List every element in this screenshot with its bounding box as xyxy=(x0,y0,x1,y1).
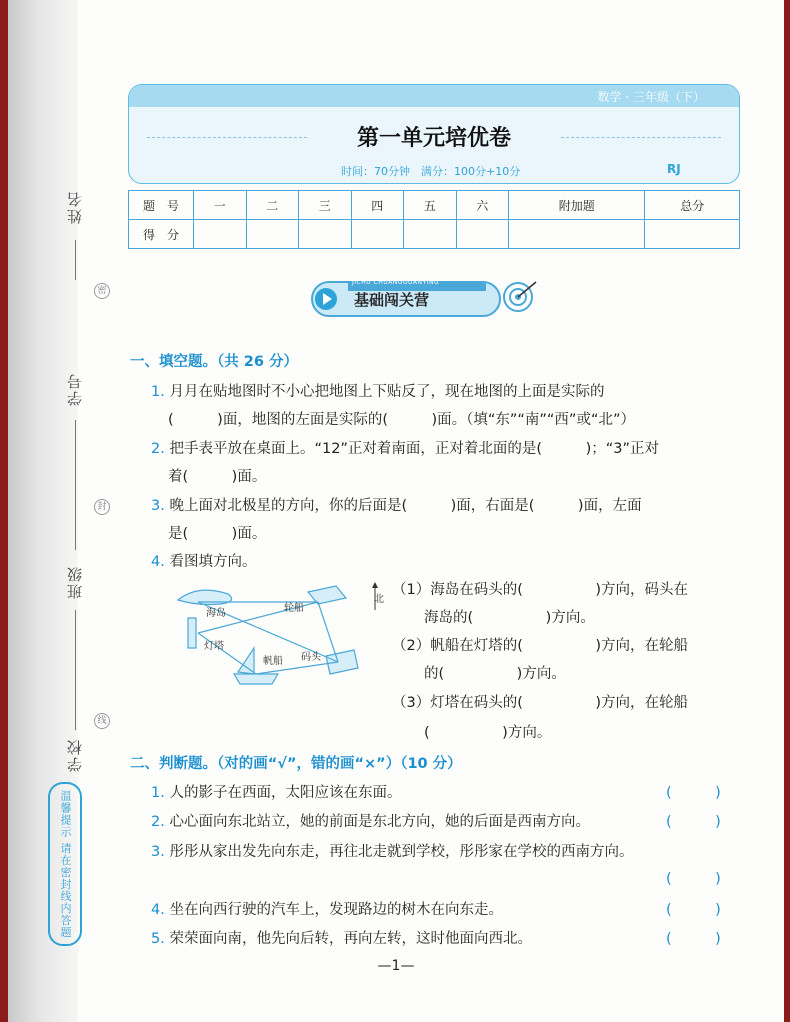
question-3 xyxy=(151,494,642,515)
direction-map xyxy=(168,578,368,693)
subject-grade: 数学 · 三年级（下） xyxy=(597,90,705,104)
score-cell: 一 xyxy=(194,191,247,220)
question-number: 2. xyxy=(151,441,165,457)
score-cell: 题 号 xyxy=(129,191,194,220)
score-input[interactable] xyxy=(299,220,352,249)
score-input[interactable] xyxy=(404,220,457,249)
answer-paren[interactable]: ( ) xyxy=(666,931,721,947)
question-text: 人的影子在西面，太阳应该在东面。 xyxy=(169,785,402,801)
reminder-tip: 温馨提示 请在密封线内答题 xyxy=(48,782,82,946)
map-label-lighthouse: 灯塔 xyxy=(204,641,224,652)
seal-mi: 密 xyxy=(94,283,110,299)
banner-pinyin: JICHU CHUANGGUANYING xyxy=(352,279,440,286)
judge-item-2 xyxy=(151,810,590,831)
score-input[interactable] xyxy=(246,220,299,249)
question-text: 彤彤从家出发先向东走，再往北走就到学校，彤彤家在学校的西南方向。 xyxy=(169,844,634,860)
school-label: 学校 xyxy=(66,738,84,772)
answer-paren[interactable]: ( ) xyxy=(666,902,721,918)
question-text: 荣荣面向南，他先向后转，再向左转，这时他面向西北。 xyxy=(169,931,532,947)
section1-title: 一、填空题。（共 26 分） xyxy=(130,354,299,370)
question-number: 3. xyxy=(151,844,165,860)
score-cell: 六 xyxy=(456,191,509,220)
question-text: 月月在贴地图时不小心把地图上下贴反了，现在地图的上面是实际的 xyxy=(169,384,605,400)
question-3-line2[interactable]: 是( )面。 xyxy=(168,526,267,542)
score-input-row[interactable] xyxy=(129,220,740,249)
question-text: 坐在向西行驶的汽车上，发现路边的树木在向东走。 xyxy=(169,902,503,918)
section2-title: 二、判断题。（对的画“√”，错的画“×”）（10 分） xyxy=(130,756,462,772)
score-cell: 四 xyxy=(351,191,404,220)
question-4 xyxy=(151,550,256,571)
page-title: 第一单元培优卷 xyxy=(356,125,511,151)
map-label-island: 海岛 xyxy=(206,608,226,619)
judge-item-5 xyxy=(151,927,532,948)
name-line xyxy=(75,240,76,280)
question-number: 4. xyxy=(151,902,165,918)
score-cell: 二 xyxy=(246,191,299,220)
dock-shape xyxy=(326,650,358,674)
score-input[interactable] xyxy=(645,220,740,249)
score-cell: 五 xyxy=(404,191,457,220)
north-label: 北 xyxy=(374,594,384,605)
lighthouse-shape xyxy=(188,618,196,648)
answer-paren[interactable]: ( ) xyxy=(666,814,721,830)
question-number: 1. xyxy=(151,384,165,400)
answer-paren[interactable]: ( ) xyxy=(666,871,721,887)
q4-sub1-line1[interactable]: （1）海岛在码头的( )方向，码头在 xyxy=(392,582,689,598)
seal-feng: 封 xyxy=(94,499,110,515)
question-2-line2[interactable]: 着( )面。 xyxy=(168,469,267,485)
question-2 xyxy=(151,437,659,458)
score-input[interactable] xyxy=(194,220,247,249)
judge-item-3 xyxy=(151,840,633,861)
q4-sub3-line1[interactable]: （3）灯塔在码头的( )方向，在轮船 xyxy=(392,695,689,711)
score-cell: 总分 xyxy=(645,191,740,220)
exam-page xyxy=(8,0,784,1022)
seal-xian: 线 xyxy=(94,713,110,729)
id-line xyxy=(75,420,76,550)
score-input[interactable] xyxy=(509,220,645,249)
q4-sub2-line2[interactable]: 的( )方向。 xyxy=(424,666,566,682)
question-text: 心心面向东北站立，她的前面是东北方向，她的后面是西南方向。 xyxy=(169,814,590,830)
judge-item-1 xyxy=(151,781,401,802)
q4-sub3-line2[interactable]: ( )方向。 xyxy=(424,725,552,741)
question-1 xyxy=(151,380,604,401)
exam-meta: 时间：70分钟 满分：100分+10分 xyxy=(341,165,521,178)
score-header-row xyxy=(129,191,740,220)
name-label: 姓名 xyxy=(66,190,84,224)
ship-shape xyxy=(308,586,346,604)
q4-sub2-line1[interactable]: （2）帆船在灯塔的( )方向，在轮船 xyxy=(392,638,689,654)
judge-item-4 xyxy=(151,898,503,919)
north-arrow-icon xyxy=(370,582,380,612)
question-number: 1. xyxy=(151,785,165,801)
map-line xyxy=(318,602,338,662)
score-label: 得 分 xyxy=(129,220,194,249)
question-number: 3. xyxy=(151,498,165,514)
exam-header xyxy=(128,84,740,184)
class-label: 班级 xyxy=(66,565,84,599)
page-number: —1— xyxy=(377,958,415,974)
question-1-line2[interactable]: ( )面，地图的左面是实际的( )面。（填“东”“南”“西”或“北”） xyxy=(168,412,635,428)
score-cell: 三 xyxy=(299,191,352,220)
question-text: 看图填方向。 xyxy=(169,554,257,570)
score-input[interactable] xyxy=(456,220,509,249)
map-label-dock: 码头 xyxy=(301,652,321,663)
banner-title: 基础闯关营 xyxy=(354,291,430,309)
question-number: 2. xyxy=(151,814,165,830)
student-id-label: 学号 xyxy=(66,372,84,406)
section-banner xyxy=(304,278,542,320)
score-cell: 附加题 xyxy=(509,191,645,220)
question-text[interactable]: 把手表平放在桌面上。“12”正对着南面，正对着北面的是( )；“3”正对 xyxy=(169,441,659,457)
q4-sub1-line2[interactable]: 海岛的( )方向。 xyxy=(424,610,595,626)
question-text[interactable]: 晚上面对北极星的方向，你的后面是( )面，右面是( )面，左面 xyxy=(169,498,642,514)
answer-paren[interactable]: ( ) xyxy=(666,785,721,801)
question-number: 4. xyxy=(151,554,165,570)
score-table xyxy=(128,190,740,249)
map-label-ship: 轮船 xyxy=(284,603,304,614)
score-input[interactable] xyxy=(351,220,404,249)
map-label-sailboat: 帆船 xyxy=(263,656,283,667)
class-line xyxy=(75,610,76,730)
edition-mark: RJ xyxy=(667,162,681,176)
question-number: 5. xyxy=(151,931,165,947)
